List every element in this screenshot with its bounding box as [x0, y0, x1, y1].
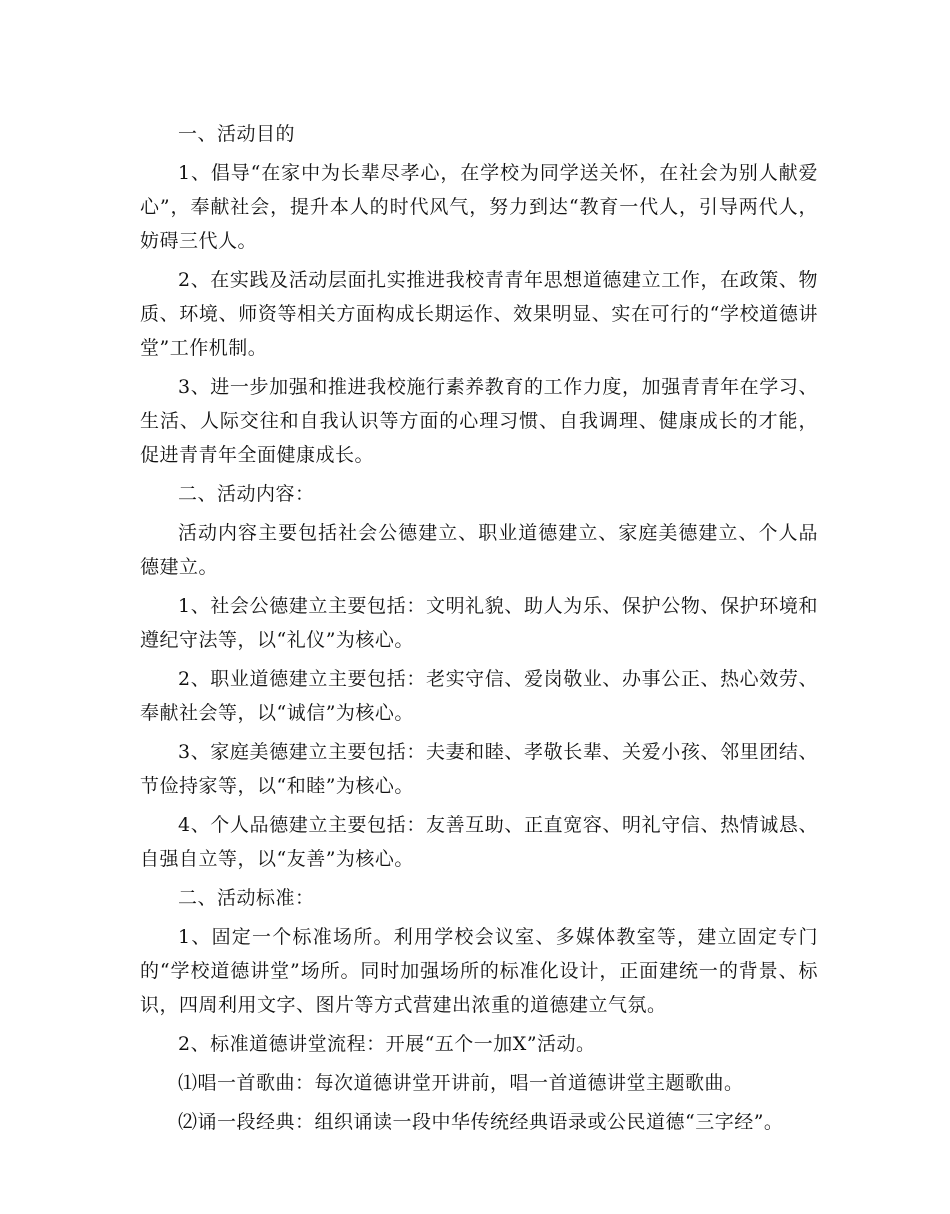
- section-heading-purpose: 一、活动目的: [178, 123, 296, 145]
- paragraph: ⑵诵一段经典：组织诵读一段中华传统经典语录或公民道德“三字经”。: [178, 1111, 784, 1133]
- paragraph: ⑴唱一首歌曲：每次道德讲堂开讲前，唱一首道德讲堂主题歌曲。: [178, 1072, 744, 1094]
- paragraph: 1、固定一个标准场所。利用学校会议室、多媒体教室等，建立固定专门的“学校道德讲堂”场所。同时加强场所的标准化设计，正面建统一的背景、标识，四周利用文字、图片等方式营建出浓重的道德建立气氛。: [140, 926, 818, 1016]
- paragraph: 3、家庭美德建立主要包括：夫妻和睦、孝敬长辈、关爱小孩、邻里团结、节俭持家等，以“和睦”为核心。: [140, 741, 818, 797]
- paragraph: 4、个人品德建立主要包括：友善互助、正直宽容、明礼守信、热情诚恳、自强自立等，以“友善”为核心。: [140, 814, 818, 870]
- paragraph: 2、标准道德讲堂流程：开展“五个一加X”活动。: [178, 1033, 596, 1055]
- section-heading-content: 二、活动内容：: [178, 483, 315, 505]
- section-heading-standard: 二、活动标准：: [178, 887, 315, 909]
- paragraph: 2、在实践及活动层面扎实推进我校青青年思想道德建立工作，在政策、物质、环境、师资等相关方面构成长期运作、效果明显、实在可行的“学校道德讲堂”工作机制。: [140, 269, 818, 359]
- paragraph: 1、倡导“在家中为长辈尽孝心，在学校为同学送关怀，在社会为别人献爱心”，奉献社会，提升本人的时代风气，努力到达“教育一代人，引导两代人，妨碍三代人。: [140, 162, 818, 252]
- paragraph: 1、社会公德建立主要包括：文明礼貌、助人为乐、保护公物、保护环境和遵纪守法等，以“礼仪”为核心。: [140, 595, 818, 651]
- paragraph: 3、进一步加强和推进我校施行素养教育的工作力度，加强青青年在学习、生活、人际交往和自我认识等方面的心理习惯、自我调理、健康成长的才能，促进青青年全面健康成长。: [140, 376, 818, 466]
- document-body: [140, 117, 818, 1144]
- paragraph: 2、职业道德建立主要包括：老实守信、爱岗敬业、办事公正、热心效劳、奉献社会等，以“诚信”为核心。: [140, 668, 818, 724]
- paragraph: 活动内容主要包括社会公德建立、职业道德建立、家庭美德建立、个人品德建立。: [140, 522, 818, 578]
